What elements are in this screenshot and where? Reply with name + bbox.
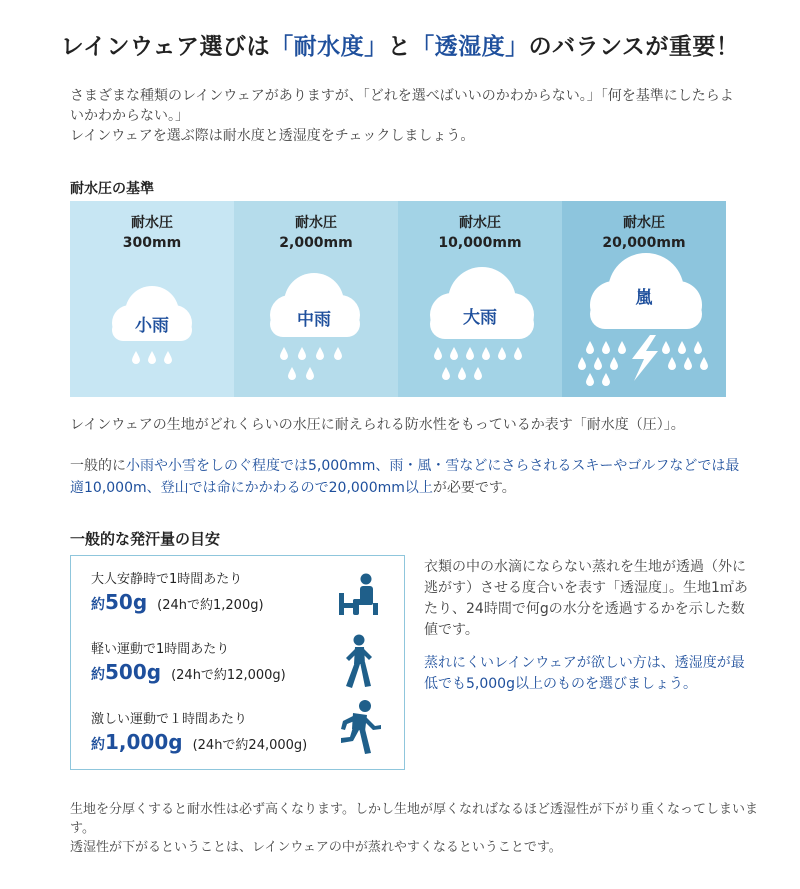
- pressure-description: レインウェアの生地がどれくらいの水圧に耐えられる防水性をもっているか表す「耐水度（圧）」。: [70, 417, 685, 433]
- raindrop-icon: [148, 351, 156, 364]
- raindrop-icon: [602, 373, 610, 386]
- light-rain-cloud-icon: [70, 201, 234, 397]
- humidity-recommendation: 蒸れにくいレインウェアが欲しい方は、透湿度が最低でも5,000g以上のものを選びましょう。: [424, 655, 745, 692]
- raindrop-icon: [288, 367, 296, 380]
- pressure-panels: [70, 201, 726, 397]
- bottom-note: 生地を分厚くすると耐水性は必ず高くなります。しかし生地が厚くなればなるほど透湿性が下がり重くなってしまいます。 透湿性が下がるということは、レインウェアの中が蒸れやすくなるということです。: [70, 802, 758, 855]
- sweat-item-light: 軽い運動で1時間あたり 約500g (24hで約12,000g): [91, 642, 286, 684]
- raindrop-icon: [700, 357, 708, 370]
- raindrop-icon: [610, 357, 618, 370]
- raindrop-icon: [334, 347, 342, 360]
- raindrop-icon: [578, 357, 586, 370]
- rain-label: 嵐: [635, 288, 653, 308]
- raindrop-icon: [316, 347, 324, 360]
- heavy-rain-cloud-icon: [398, 201, 562, 397]
- raindrop-icon: [694, 341, 702, 354]
- walking-person-icon: [338, 634, 378, 690]
- sweat-heading: 一般的な発汗量の目安: [70, 530, 221, 548]
- raindrop-icon: [442, 367, 450, 380]
- intro-text: さまざまな種類のレインウェアがありますが、「どれを選べばいいのかわからない。」「何を基準にしたらよいかわからない。」 レインウェアを選ぶ際は耐水度と透湿度をチェックしましょう。: [70, 88, 734, 144]
- rain-label: 大雨: [463, 308, 497, 328]
- storm-cloud-icon: [562, 201, 726, 397]
- lightning-icon: [632, 335, 658, 381]
- pressure-heading: 耐水圧の基準: [70, 181, 154, 197]
- raindrop-icon: [164, 351, 172, 364]
- raindrop-icon: [458, 367, 466, 380]
- raindrop-icon: [132, 351, 140, 364]
- moderate-rain-cloud-icon: [234, 201, 398, 397]
- raindrop-icon: [586, 341, 594, 354]
- running-person-icon: [335, 699, 383, 755]
- raindrop-icon: [594, 357, 602, 370]
- raindrop-icon: [474, 367, 482, 380]
- pressure-panel-storm: 耐水圧 20,000mm 嵐: [562, 201, 726, 397]
- pressure-guide: 一般的に小雨や小雪をしのぐ程度では5,000mm、雨・風・雪などにさらされるスキーやゴルフなどでは最適10,000m、登山では命にかかわるので20,000mm以上が必要です。: [70, 458, 740, 496]
- sitting-person-icon: [333, 573, 383, 617]
- pressure-panel-moderate-rain: 耐水圧 2,000mm 中雨: [234, 201, 398, 397]
- sweat-box: [70, 555, 405, 770]
- raindrop-icon: [482, 347, 490, 360]
- raindrop-icon: [668, 357, 676, 370]
- raindrop-icon: [498, 347, 506, 360]
- raindrop-icon: [678, 341, 686, 354]
- raindrop-icon: [684, 357, 692, 370]
- raindrop-icon: [306, 367, 314, 380]
- raindrop-icon: [298, 347, 306, 360]
- raindrop-icon: [466, 347, 474, 360]
- page-title: レインウェア選びは「耐水度」と「透湿度」のバランスが重要！: [60, 34, 740, 60]
- raindrop-icon: [602, 341, 610, 354]
- rain-label: 小雨: [135, 316, 169, 336]
- pressure-panel-heavy-rain: 耐水圧 10,000mm 大雨: [398, 201, 562, 397]
- sweat-item-intense: 激しい運動で１時間あたり 約1,000g (24hで約24,000g): [91, 712, 308, 754]
- sweat-item-rest: 大人安静時で1時間あたり 約50g (24hで約1,200g): [91, 572, 264, 614]
- raindrop-icon: [586, 373, 594, 386]
- pressure-panel-light-rain: 耐水圧 300mm 小雨: [70, 201, 234, 397]
- rain-label: 中雨: [297, 310, 331, 330]
- raindrop-icon: [450, 347, 458, 360]
- raindrop-icon: [514, 347, 522, 360]
- raindrop-icon: [434, 347, 442, 360]
- raindrop-icon: [618, 341, 626, 354]
- raindrop-icon: [662, 341, 670, 354]
- raindrop-icon: [280, 347, 288, 360]
- humidity-explanation: 衣類の中の水滴にならない蒸れを生地が透過（外に逃がす）させる度合いを表す「透湿度」。生地1㎡あたり、24時間で何gの水分を透過するかを示した数値です。 蒸れにくいレインウェアが欲しい方は、透湿度が最低でも5,000g以上のものを選びましょう。: [424, 557, 750, 695]
